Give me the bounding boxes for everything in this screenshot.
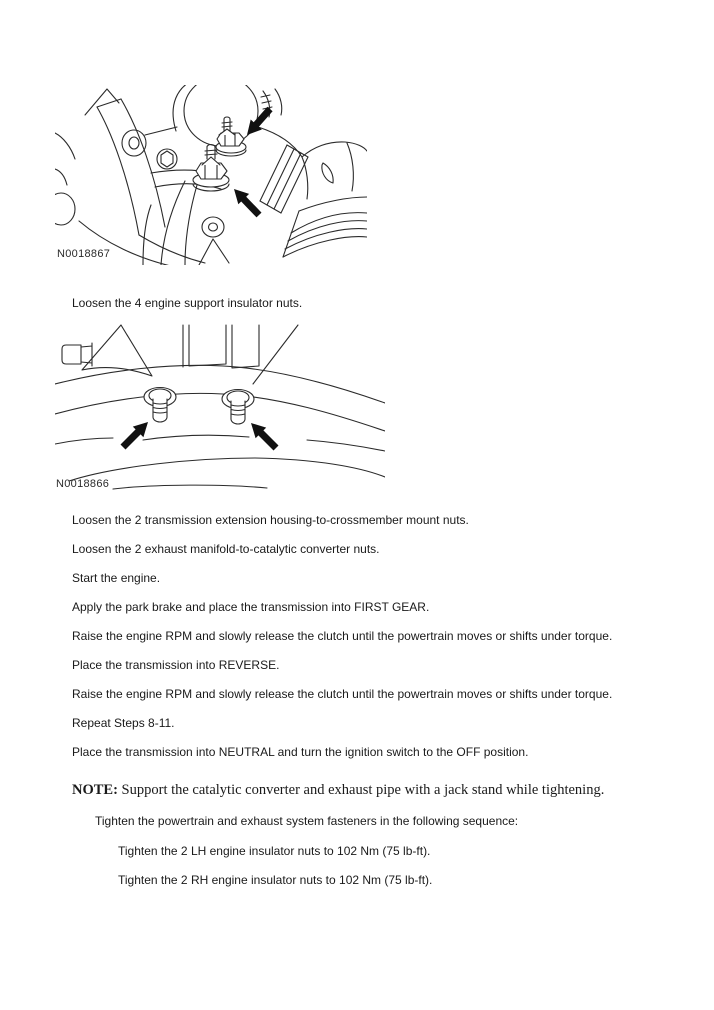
engine-mount-line-art (55, 85, 367, 265)
left-mount-nut-drawing (144, 388, 176, 422)
note-label: NOTE: (72, 782, 118, 798)
figure-engine-support-insulators (55, 85, 367, 265)
callout-arrow-icon (121, 422, 149, 450)
figure-crossmember-mount-nuts (55, 323, 385, 495)
instruction-step: Raise the engine RPM and slowly release the clutch until the powertrain moves or shifts under torque. (72, 687, 613, 701)
instruction-step: Place the transmission into NEUTRAL and turn the ignition switch to the OFF position. (72, 745, 529, 759)
upper-insulator-nut-drawing (216, 117, 246, 156)
instruction-step: Place the transmission into REVERSE. (72, 658, 280, 672)
instruction-step: Loosen the 2 transmission extension housing-to-crossmember mount nuts. (72, 513, 469, 527)
step-loosen-engine-support-nuts: Loosen the 4 engine support insulator nuts. (72, 296, 303, 310)
instruction-step: Raise the engine RPM and slowly release the clutch until the powertrain moves or shifts under torque. (72, 629, 613, 643)
crossmember-structure-lines (55, 325, 385, 489)
callout-arrow-icon (251, 423, 279, 451)
callout-arrow-icon (234, 189, 262, 217)
note-text: Support the catalytic converter and exhaust pipe with a jack stand while tightening. (121, 782, 605, 798)
instruction-list (72, 514, 687, 887)
note-callout (72, 781, 687, 799)
tightening-step-lh: Tighten the 2 LH engine insulator nuts to 102 Nm (75 lb-ft). (118, 844, 431, 858)
right-mount-nut-drawing (222, 390, 254, 425)
instruction-step: Loosen the 2 exhaust manifold-to-catalytic converter nuts. (72, 542, 380, 556)
figure-label: N0018867 (57, 248, 111, 260)
instruction-step: Start the engine. (72, 571, 161, 585)
figure-label: N0018866 (56, 478, 110, 490)
tightening-step-rh: Tighten the 2 RH engine insulator nuts to 102 Nm (75 lb-ft). (118, 873, 433, 887)
instruction-step: Apply the park brake and place the transmission into FIRST GEAR. (72, 600, 430, 614)
crossmember-line-art (55, 323, 385, 495)
instruction-step: Repeat Steps 8-11. (72, 716, 175, 730)
tightening-sequence-intro: Tighten the powertrain and exhaust system fasteners in the following sequence: (95, 814, 519, 828)
